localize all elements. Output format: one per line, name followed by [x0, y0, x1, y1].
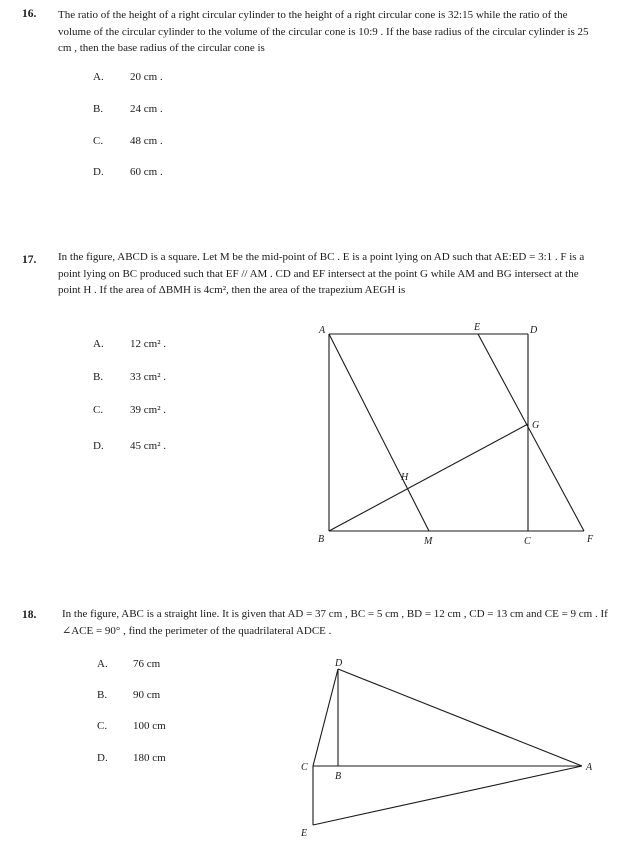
label-B: B	[318, 534, 325, 545]
q18-option-c-text: 100 cm	[133, 720, 166, 732]
label-A: A	[319, 325, 326, 336]
label-C: C	[524, 536, 531, 547]
q16-option-c-text: 48 cm .	[130, 135, 163, 147]
segment-EF	[478, 334, 584, 531]
label-F: F	[587, 534, 594, 545]
q17-option-c-text: 39 cm² .	[130, 404, 166, 416]
label-D: D	[530, 325, 538, 336]
segment-EA	[313, 766, 582, 825]
label-G: G	[532, 420, 540, 431]
q18-option-b-text: 90 cm	[133, 689, 161, 701]
q16-option-d-letter: D.	[93, 166, 104, 178]
segment-DC	[313, 669, 338, 766]
q17-option-a-letter: A.	[93, 338, 104, 350]
q17-option-d-letter: D.	[93, 440, 104, 452]
q16-option-c-letter: C.	[93, 135, 104, 147]
label-C: C	[301, 762, 308, 773]
question-18-number: 18.	[22, 609, 37, 621]
question-18-text: In the figure, ABC is a straight line. It is given that AD = 37 cm , BC = 5 cm , BD = 12 cm , CD = 13 cm and CE = 9 cm . If ∠ACE = 90° , find the perimeter of the quadrilateral ADCE .	[62, 608, 608, 637]
label-A: A	[586, 762, 593, 773]
label-E: E	[474, 322, 481, 333]
q18-option-a-letter: A.	[97, 658, 108, 670]
q17-option-b-text: 33 cm² .	[130, 371, 166, 383]
segment-DA	[338, 669, 582, 766]
label-B: B	[335, 771, 342, 782]
q17-option-b-letter: B.	[93, 371, 104, 383]
question-17-number: 17.	[22, 254, 37, 266]
q18-option-d-letter: D.	[97, 752, 108, 764]
q18-option-d-text: 180 cm	[133, 752, 166, 764]
label-E: E	[301, 828, 308, 839]
q17-option-a-text: 12 cm² .	[130, 338, 166, 350]
segment-AM	[329, 334, 429, 531]
label-M: M	[424, 536, 433, 547]
figure-q17	[318, 322, 594, 547]
question-17-text: In the figure, ABCD is a square. Let M be the mid-point of BC . E is a point lying on AD such that AE:ED = 3:1 . F is a point lying on BC produced such that EF // AM . CD and EF intersect at the point G while AM and BG intersect at the point H . If the area of ΔBMH is 4cm², then the area of the trapezium AEGH is	[58, 251, 585, 296]
q16-option-a-letter: A.	[93, 71, 104, 83]
q16-option-b-text: 24 cm .	[130, 103, 163, 115]
q18-option-a-text: 76 cm	[133, 658, 161, 670]
q17-option-d-text: 45 cm² .	[130, 440, 166, 452]
label-D: D	[335, 658, 343, 669]
q16-option-b-letter: B.	[93, 103, 104, 115]
figure-q18	[300, 658, 593, 839]
question-16-number: 16.	[22, 8, 37, 20]
segment-BG	[329, 424, 528, 531]
question-16-text: The ratio of the height of a right circular cylinder to the height of a right circular cone is 32:15 while the ratio of the volume of the circular cylinder to the volume of the circular cone is 10:9 . If the base radius of the circular cylinder is 25 cm , then the base radius of the circular cone is	[58, 9, 589, 54]
q18-option-b-letter: B.	[97, 689, 108, 701]
q17-option-c-letter: C.	[93, 404, 104, 416]
q18-option-c-letter: C.	[97, 720, 108, 732]
label-H: H	[401, 472, 409, 483]
q16-option-a-text: 20 cm .	[130, 71, 163, 83]
q16-option-d-text: 60 cm .	[130, 166, 163, 178]
